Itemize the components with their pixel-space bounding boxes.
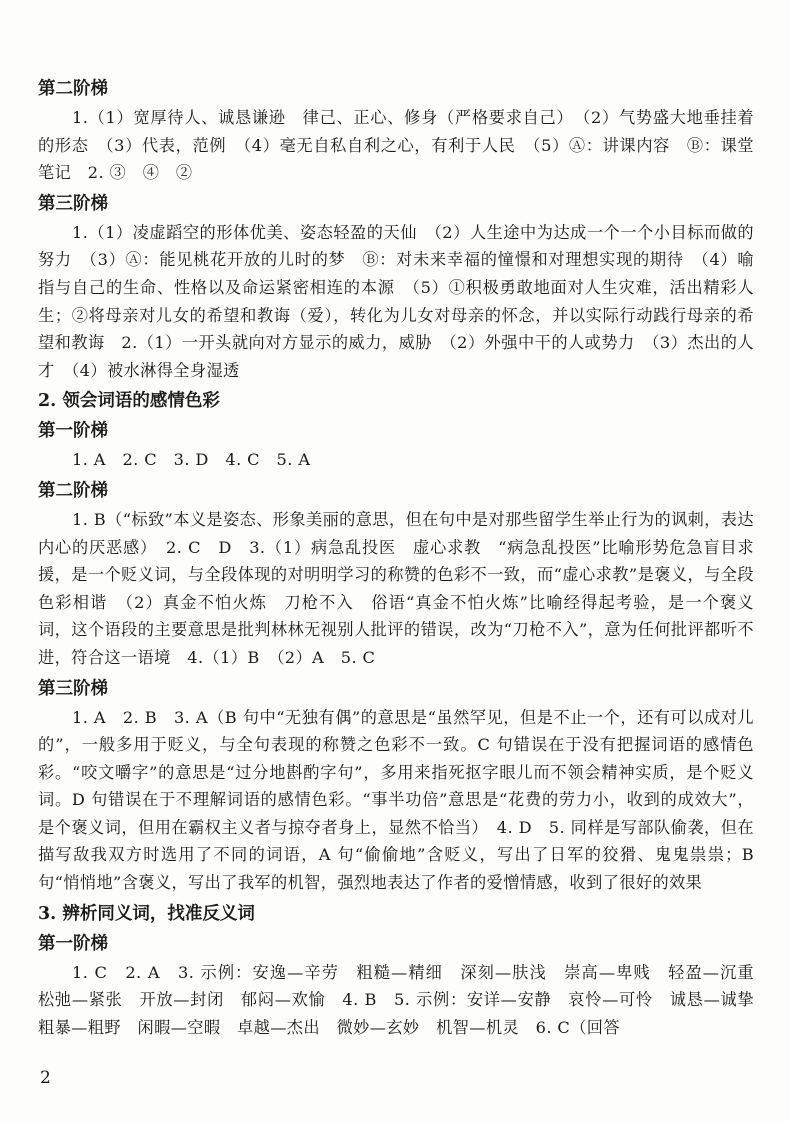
answer-paragraph: 1. A 2. C 3. D 4. C 5. A <box>72 450 311 470</box>
answer-paragraph: 1.（1）凌虚蹈空的形体优美、姿态轻盈的天仙 （2）人生途中为达成一个一个小目标而做的努力 （3）Ⓐ：能见桃花开放的儿时的梦 Ⓑ：对未来幸福的憧憬和对理想实现的期待 （4）喻指与自己的生命、性格以及命运紧密相连的本源 （5）①积极勇敢地面对人生灾难，活出精彩人生；②将母亲对儿女的希望和教诲（爱），转化为儿女对母亲的怀念，并以实际行动践行母亲的希望和教诲 2.（1）一开头就向对方显示的威力，威胁 （2）外强中干的人或势力 （3）杰出的人才 （4）被水淋得全身湿透 <box>38 222 754 380</box>
step-heading: 第一阶梯 <box>38 421 108 442</box>
step-heading: 第三阶梯 <box>38 678 108 699</box>
page-number: 2 <box>40 1068 51 1088</box>
answer-paragraph: 1.（1）宽厚待人、诚恳谦逊 律己、正心、修身（严格要求自己） （2）气势盛大地垂挂着的形态 （3）代表，范例 （4）毫无自私自利之心，有利于人民 （5）Ⓐ：讲课内容 Ⓑ：课堂笔记 2. ③ ④ ② <box>38 108 754 183</box>
answer-paragraph: 1. C 2. A 3. 示例：安逸—辛劳 粗糙—精细 深刻—肤浅 崇高—卑贱 轻盈—沉重 松弛—紧张 开放—封闭 郁闷—欢愉 4. B 5. 示例：安详—安静 哀怜—可怜 诚恳—诚挚 粗暴—粗野 闲暇—空暇 卓越—杰出 微妙—玄妙 机智—机灵 6. C（回答 <box>38 962 771 1037</box>
section-title: 3. 辨析同义词，找准反义词 <box>38 903 255 924</box>
answer-paragraph: 1. B（“标致”本义是姿态、形象美丽的意思，但在句中是对那些留学生举止行为的讽刺，表达内心的厌恶感） 2. C D 3.（1）病急乱投医 虚心求教 “病急乱投医”比喻形势危急盲目求援，是一个贬义词，与全段体现的对明明学习的称赞的色彩不一致，而“虚心求教”是褒义，与全段色彩相谐 （2）真金不怕火炼 刀枪不入 俗语“真金不怕火炼”比喻经得起考验，是一个褒义词，这个语段的主要意思是批判林林无视别人批评的错误，改为“刀枪不入”，意为任何批评都听不进，符合这一语境 4.（1）B （2）A 5. C <box>38 509 754 667</box>
step-heading: 第二阶梯 <box>38 480 108 501</box>
answer-content <box>38 74 771 1043</box>
section-title: 2. 领会词语的感情色彩 <box>38 391 220 412</box>
step-heading: 第二阶梯 <box>38 79 108 99</box>
answer-paragraph: 1. A 2. B 3. A（B 句中“无独有偶”的意思是“虽然罕见，但是不止一个，还有可以成对儿的”，一般多用于贬义，与全句表现的称赞之色彩不一致。C 句错误在于没有把握词语的感情色彩。“咬文嚼字”的意思是“过分地斟酌字句”，多用来指死抠字眼儿而不领会精神实质，是个贬义词。D 句错误在于不理解词语的感情色彩。“事半功倍”意思是“花费的劳力小，收到的成效大”，是个褒义词，但用在霸权主义者与掠夺者身上，显然不恰当） 4. D 5. 同样是写部队偷袭，但在描写敌我双方时选用了不同的词语，A 句“偷偷地”含贬义，写出了日军的狡猾、鬼鬼祟祟；B 句“悄悄地”含褒义，写出了我军的机智，强烈地表达了作者的爱憎情感，收到了很好的效果 <box>38 707 754 893</box>
step-heading: 第一阶梯 <box>38 933 108 954</box>
step-heading: 第三阶梯 <box>38 193 108 214</box>
